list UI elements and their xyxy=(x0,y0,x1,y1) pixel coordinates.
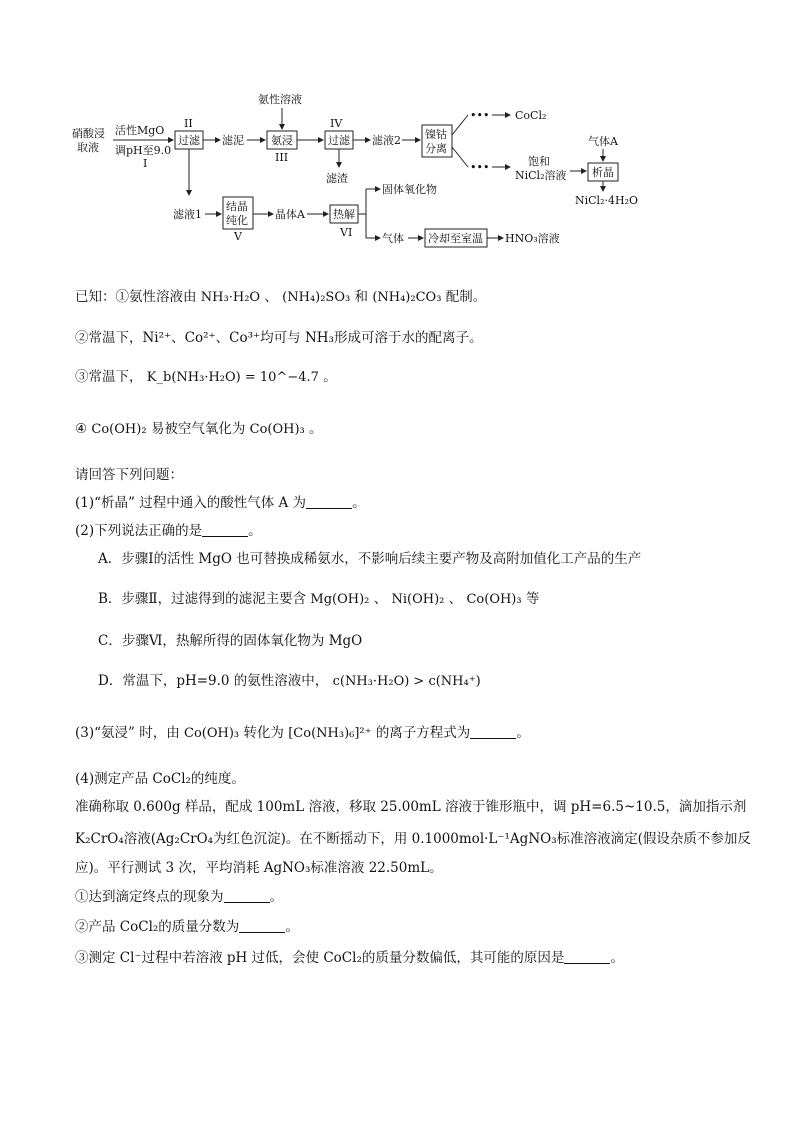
flow-separate-2: 分离 xyxy=(425,142,447,155)
flow-filtrate2: 滤液2 xyxy=(372,134,401,147)
q3-lead: (3)“氨浸” 时，由 xyxy=(75,725,180,741)
sep: 、 xyxy=(373,591,388,607)
flow-step2: II xyxy=(184,117,193,130)
answer-blank[interactable] xyxy=(564,949,610,964)
answer-blank[interactable] xyxy=(239,918,285,933)
q2-end: 。 xyxy=(248,523,262,539)
questions-intro: 请回答下列问题： xyxy=(75,467,183,483)
flow-step6: VI xyxy=(340,226,353,239)
answer-blank[interactable] xyxy=(306,494,352,509)
flow-sat-2: NiCl₂溶液 xyxy=(515,169,567,182)
formula-kb: K_b(NH₃·H₂O) = 10^−4.7 xyxy=(146,370,319,385)
q4-sub-3 xyxy=(75,947,735,969)
q3-mid: 转化为 xyxy=(243,725,284,741)
flow-purify-2: 纯化 xyxy=(226,214,248,227)
answer-blank[interactable] xyxy=(224,888,270,903)
process-flow-diagram xyxy=(60,85,740,260)
flow-step4: IV xyxy=(330,117,343,130)
known-4-end: 。 xyxy=(309,421,323,437)
formula-conc-compare: c(NH₃·H₂O) > c(NH₄⁺) xyxy=(332,674,481,689)
answer-blank[interactable] xyxy=(470,724,516,739)
flow-ammonia-reagent: 氨性溶液 xyxy=(258,93,302,106)
q4-para-3: 应)。平行测试 3 次，平均消耗 AgNO₃标准溶液 22.50mL。 xyxy=(75,860,443,876)
known-3 xyxy=(75,366,735,389)
flow-solid: 固体氧化物 xyxy=(382,183,437,196)
known-intro: 已知：①氨性溶液由 xyxy=(75,289,197,305)
formula-co-oh2: Co(OH)₂ xyxy=(91,422,147,437)
flow-pyrolysis: 热解 xyxy=(333,208,355,221)
option-a: A．步骤Ⅰ的活性 MgO 也可替换成稀氨水，不影响后续主要产物及高附加值化工产品的生产 xyxy=(98,551,642,567)
q4-para-1: 准确称取 0.600g 样品，配成 100mL 溶液，移取 25.00mL 溶液于锥形瓶中，调 pH=6.5~10.5，滴加指示剂 xyxy=(75,799,747,815)
q4-para-2: K₂CrO₄溶液(Ag₂CrO₄为红色沉淀)。在不断摇动下，用 0.1000mol·L⁻¹AgNO₃标准溶液滴定(假设杂质不参加反 xyxy=(75,831,751,847)
s2-end: 。 xyxy=(285,919,299,935)
flow-separate-1: 镍钴 xyxy=(425,128,447,141)
flow-filter2: 过滤 xyxy=(328,134,350,147)
flow-dots-2: ••• xyxy=(470,161,490,174)
known-4-lead: ④ xyxy=(75,421,88,437)
flow-filtrate1: 滤液1 xyxy=(173,208,202,221)
flow-crystalA: 晶体A xyxy=(275,208,305,221)
formula-co-oh3: Co(OH)₃ xyxy=(184,726,240,741)
flow-sat-1: 饱和 xyxy=(528,155,550,168)
flow-residue: 滤渣 xyxy=(326,172,348,185)
formula-nh4co3: (NH₄)₂CO₃ xyxy=(372,290,442,305)
formula-co-oh3: Co(OH)₃ xyxy=(466,592,522,607)
q1-text: (1)“析晶” 过程中通入的酸性气体 A 为 xyxy=(75,495,307,511)
flow-gasA: 气体A xyxy=(588,135,618,148)
option-b-end: 等 xyxy=(525,591,540,607)
question-2 xyxy=(75,520,735,542)
q1-end: 。 xyxy=(352,495,366,511)
formula-ni-oh2: Ni(OH)₂ xyxy=(391,592,445,607)
known-3-end: 。 xyxy=(323,369,337,385)
question-1 xyxy=(75,492,735,514)
question-3 xyxy=(75,722,735,745)
flow-dots-1: ••• xyxy=(470,109,490,122)
flow-reagent1b: 调pH至9.0 xyxy=(115,144,172,157)
q3-tail: 的离子方程式为 xyxy=(375,725,471,741)
flow-step3: III xyxy=(275,151,289,164)
q4-sub-1 xyxy=(75,886,735,908)
s1-text: ①达到滴定终点的现象为 xyxy=(75,889,224,905)
option-d xyxy=(98,670,758,693)
flow-gas: 气体 xyxy=(382,232,404,245)
answer-blank[interactable] xyxy=(202,522,248,537)
flow-product: NiCl₂·4H₂O xyxy=(575,194,639,207)
sep: 、 xyxy=(264,289,278,305)
sep: 、 xyxy=(448,591,463,607)
known-2: ②常温下，Ni²⁺、Co²⁺、Co³⁺均可与 NH₃形成可溶于水的配离子。 xyxy=(75,330,483,346)
formula-nh3h2o: NH₃·H₂O xyxy=(200,290,261,305)
flow-cocl2: CoCl₂ xyxy=(515,109,547,122)
q2-text: (2)下列说法正确的是 xyxy=(75,523,203,539)
flow-filter: 过滤 xyxy=(178,134,200,147)
end: 配制。 xyxy=(445,289,487,305)
flow-leach: 氨浸 xyxy=(271,134,293,147)
flow-cool: 冷却至室温 xyxy=(428,232,483,245)
q3-end: 。 xyxy=(516,725,530,741)
option-b-lead: B．步骤Ⅱ，过滤得到的滤泥主要含 xyxy=(98,591,307,607)
option-d-lead: D．常温下，pH=9.0 的氨性溶液中， xyxy=(98,673,329,689)
flow-step1: I xyxy=(143,157,148,170)
formula-co-oh3: Co(OH)₃ xyxy=(249,422,305,437)
option-c: C．步骤Ⅵ，热解所得的固体氧化物为 MgO xyxy=(98,633,363,649)
flow-start-2: 取液 xyxy=(77,141,99,154)
flow-hno3: HNO₃溶液 xyxy=(505,232,560,245)
s3-text: ③测定 Cl⁻过程中若溶液 pH 过低，会使 CoCl₂的质量分数偏低，其可能的原因是 xyxy=(75,950,565,966)
option-b xyxy=(98,588,758,611)
flow-start-1: 硝酸浸 xyxy=(72,127,105,140)
known-4 xyxy=(75,418,735,441)
q4-sub-2 xyxy=(75,916,735,938)
known-4-mid: 易被空气氧化为 xyxy=(150,421,246,437)
formula-co-nh3-6: [Co(NH₃)₆]²⁺ xyxy=(288,726,372,741)
s1-end: 。 xyxy=(269,889,283,905)
known-3-lead: ③常温下， xyxy=(75,369,143,385)
formula-nh4so3: (NH₄)₂SO₃ xyxy=(282,290,351,305)
known-1 xyxy=(75,286,735,309)
and: 和 xyxy=(354,289,369,305)
flow-step5: V xyxy=(234,230,242,243)
flow-purify-1: 结晶 xyxy=(226,200,248,213)
flow-mud: 滤泥 xyxy=(222,134,244,147)
flow-crystallize: 析晶 xyxy=(592,166,614,179)
flow-reagent1: 活性MgO xyxy=(115,124,165,137)
s2-text: ②产品 CoCl₂的质量分数为 xyxy=(75,919,240,935)
s3-end: 。 xyxy=(610,950,624,966)
formula-mg-oh2: Mg(OH)₂ xyxy=(310,592,370,607)
question-4: (4)测定产品 CoCl₂的纯度。 xyxy=(75,771,245,787)
